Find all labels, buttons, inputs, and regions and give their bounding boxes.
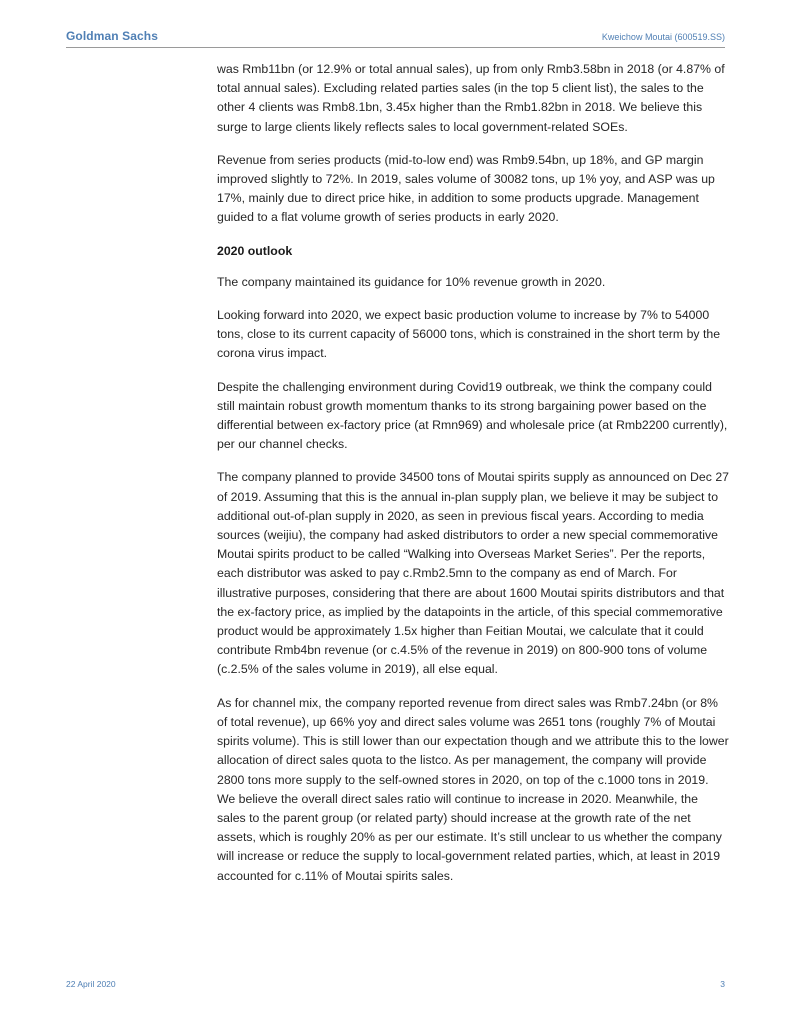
section-heading-outlook: 2020 outlook — [217, 243, 293, 258]
paragraph-production-volume: Looking forward into 2020, we expect basic production volume to increase by 7% to 54000 tons, close to its current capacity of 56000 tons, which is constrained in the short term by the corona virus impact. — [217, 308, 721, 361]
report-body — [217, 60, 730, 900]
paragraph-bargaining-power: Despite the challenging environment during Covid19 outbreak, we think the company could still maintain robust growth momentum thanks to its strong bargaining power based on the differential between ex-factory price (at Rmn969) and wholesale price (at Rmb2200 currently), per our channel checks. — [217, 379, 728, 452]
paragraph-large-clients: was Rmb11bn (or 12.9% or total annual sales), up from only Rmb3.58bn in 2018 (or 4.87% of total annual sales). Excluding related parties sales (in the top 5 client list), the sales to the other 4 clients was Rmb8.1bn, 3.45x higher than the Rmb1.82bn in 2018. We believe this surge to large clients likely reflects sales to local government-related SOEs. — [217, 62, 725, 134]
company-ticker: Kweichow Moutai (600519.SS) — [601, 32, 725, 42]
paragraph-channel-mix: As for channel mix, the company reported revenue from direct sales was Rmb7.24bn (or 8% of total revenue), up 66% yoy and direct sales volume was 2651 tons (roughly 7% of Moutai spirits volume). This is still lower than our expectation though and we attribute this to the lower allocation of direct sales quota to the listco. As per management, the company will provide 2800 tons more supply to the self-owned stores in 2020, on top of the c.1000 tons in 2019. We believe the overall direct sales ratio will continue to increase in 2020. Meanwhile, the sales to the parent group (or related party) should increase at the growth rate of the net assets, which is roughly 20% as per our estimate. It’s still unclear to us whether the company will increase or reduce the supply to local-government related parties, which, at least in 2019 accounted for c.11% of Moutai spirits sales. — [217, 695, 729, 883]
page-number: 3 — [720, 979, 725, 989]
brand-name: Goldman Sachs — [66, 29, 158, 43]
paragraph-supply-plan: The company planned to provide 34500 tons of Moutai spirits supply as announced on Dec 27 of 2019. Assuming that this is the annual in-plan supply plan, we believe it may be subject to additional out-of-plan supply in 2020, as seen in previous fiscal years. According to media sources (weijiu), the company had asked distributors to order a new special commemorative Moutai spirits product to be called “Walking into Overseas Market Series”. Per the reports, each distributor was asked to pay c.Rmb2.5mn to the company as end of March. For illustrative purposes, considering that there are about 1600 Moutai spirits distributors and that the ex-factory price, as implied by the datapoints in the article, of this special commemorative product would be approximately 1.5x higher than Feitian Moutai, we calculate that it could contribute Rmb4bn revenue (or c.4.5% of the revenue in 2019) on 800-900 tons of volume (c.2.5% of the sales volume in 2019), all else equal. — [217, 470, 730, 677]
paragraph-series-products: Revenue from series products (mid-to-low end) was Rmb9.54bn, up 18%, and GP margin improved slightly to 72%. In 2019, sales volume of 30082 tons, up 1% yoy, and ASP was up 17%, mainly due to direct price hike, in addition to some products upgrade. Management guided to a flat volume growth of series products in early 2020. — [217, 152, 715, 225]
paragraph-guidance: The company maintained its guidance for 10% revenue growth in 2020. — [217, 274, 606, 289]
publication-date: 22 April 2020 — [66, 979, 116, 989]
header-divider — [66, 47, 725, 48]
